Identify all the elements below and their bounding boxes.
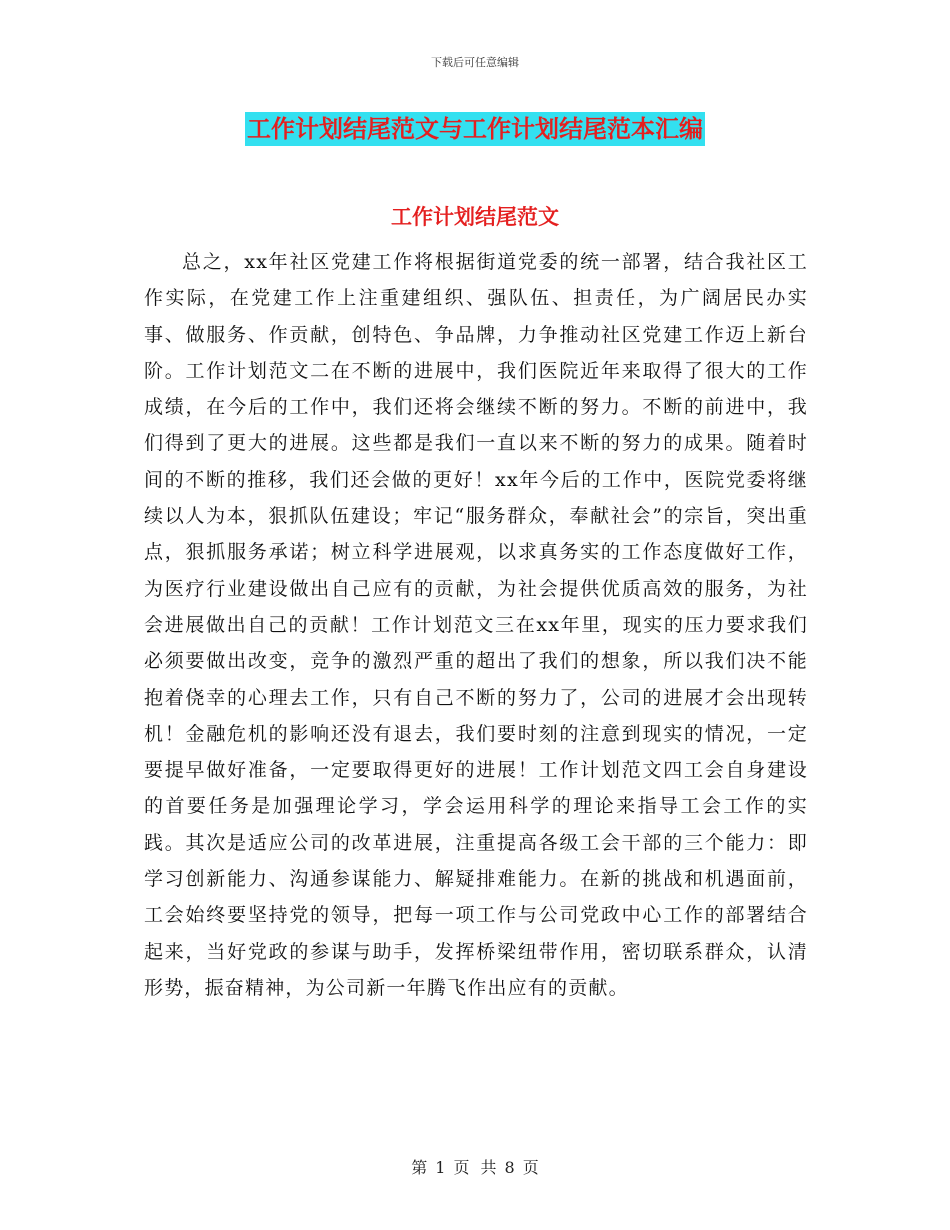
header-note: 下载后可任意编辑 [431,56,519,69]
main-title-wrapper [0,112,950,146]
page-footer [0,1155,950,1178]
footer-page-number: 1 [435,1158,446,1177]
body-paragraph: 总之，xx年社区党建工作将根据街道党委的统一部署，结合我社区工作实际，在党建工作上注重建组织、强队伍、担责任，为广阔居民办实事、做服务、作贡献，创特色、争品牌，力争推动社区党建工作迈上新台阶。工作计划范文二在不断的进展中，我们医院近年来取得了很大的工作成绩，在今后的工作中，我们还将会继续不断的努力。不断的前进中，我们得到了更大的进展。这些都是我们一直以来不断的努力的成果。随着时间的不断的推移，我们还会做的更好！xx年今后的工作中，医院党委将继续以人为本，狠抓队伍建设；牢记“服务群众，奉献社会”的宗旨，突出重点，狠抓服务承诺；树立科学进展观，以求真务实的工作态度做好工作，为医疗行业建设做出自己应有的贡献，为社会提供优质高效的服务，为社会进展做出自己的贡献！工作计划范文三在xx年里，现实的压力要求我们必须要做出改变，竞争的激烈严重的超出了我们的想象，所以我们决不能抱着侥幸的心理去工作，只有自己不断的努力了，公司的进展才会出现转机！金融危机的影响还没有退去，我们要时刻的注意到现实的情况，一定要提早做好准备，一定要取得更好的进展！工作计划范文四工会自身建设的首要任务是加强理论学习，学会运用科学的理论来指导工会工作的实践。其次是适应公司的改革进展，注重提高各级工会干部的三个能力：即学习创新能力、沟通参谋能力、解疑排难能力。在新的挑战和机遇面前，工会始终要坚持党的领导，把每一项工作与公司党政中心工作的部署结合起来，当好党政的参谋与助手，发挥桥梁纽带作用，密切联系群众，认清形势，振奋精神，为公司新一年腾飞作出应有的贡献。 [144,251,808,999]
footer-suffix: 页 [522,1158,539,1177]
footer-total-pages: 8 [504,1158,515,1177]
document-title: 工作计划结尾范文与工作计划结尾范本汇编 [245,112,705,146]
section-title: 工作计划结尾范文 [391,205,559,229]
footer-middle: 页 共 [453,1158,497,1177]
footer-prefix: 第 [411,1158,428,1177]
